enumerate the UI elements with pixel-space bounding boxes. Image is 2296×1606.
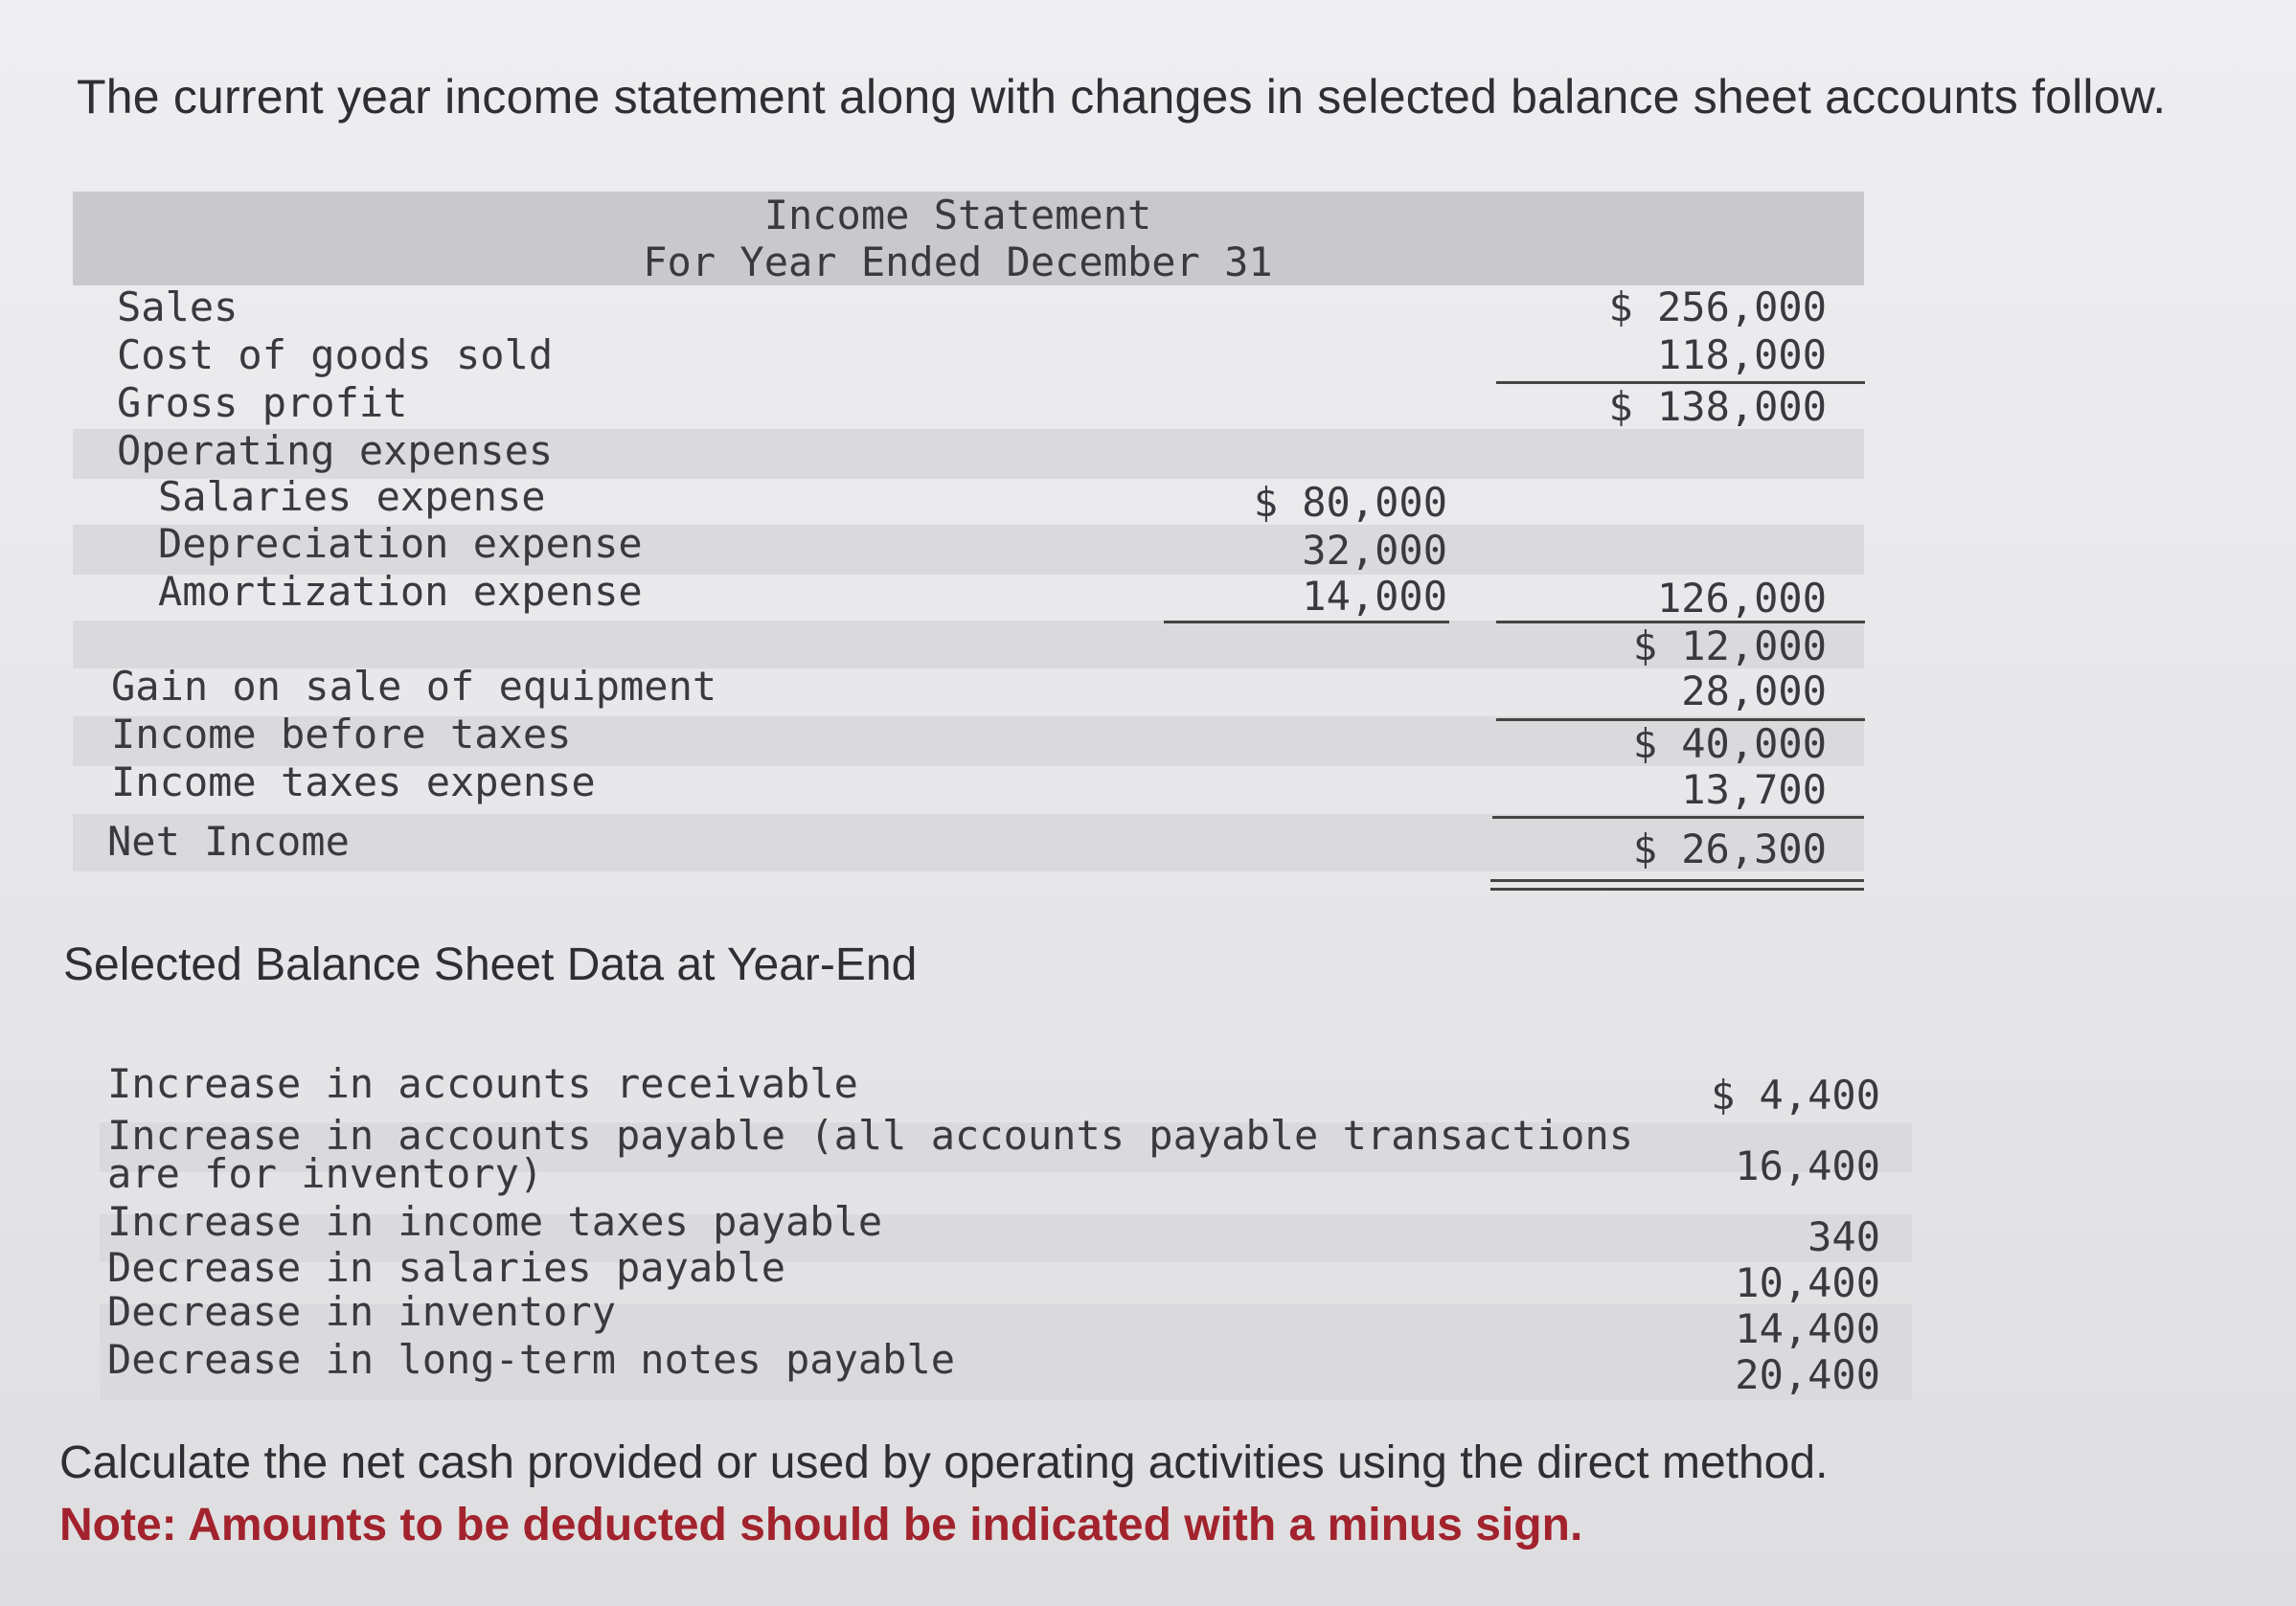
is-value-gross-profit: $ 138,000: [1608, 383, 1827, 430]
bs-label-salaries-payable: Decrease in salaries payable: [107, 1244, 786, 1291]
is-label-net-income: Net Income: [107, 818, 350, 865]
income-statement-title-line1: Income Statement: [763, 192, 1152, 238]
is-label-depreciation: Depreciation expense: [158, 520, 643, 567]
bs-value-salaries-payable: 10,400: [1735, 1259, 1880, 1306]
is-label-amortization: Amortization expense: [158, 568, 643, 615]
is-value-gain-on-sale: 28,000: [1681, 667, 1827, 714]
subtotal-rule: [1492, 816, 1864, 819]
income-statement-title-line2: For Year Ended December 31: [643, 238, 1273, 285]
bs-label-accounts-payable-cont: are for inventory): [107, 1150, 544, 1197]
is-label-salaries: Salaries expense: [158, 473, 546, 520]
bs-value-accounts-receivable: $ 4,400: [1710, 1072, 1880, 1119]
is-label-income-before-taxes: Income before taxes: [111, 711, 572, 758]
bs-label-long-term-notes: Decrease in long-term notes payable: [107, 1336, 956, 1383]
bs-label-inventory: Decrease in inventory: [107, 1288, 617, 1335]
note-text: Note: Amounts to be deducted should be indicated with a minus sign.: [59, 1500, 1583, 1550]
subtotal-rule: [1164, 621, 1449, 623]
bs-value-long-term-notes: 20,400: [1735, 1351, 1880, 1398]
is-value-cogs: 118,000: [1656, 331, 1827, 378]
balance-sheet-heading: Selected Balance Sheet Data at Year-End: [63, 939, 918, 990]
intro-text: The current year income statement along with changes in selected balance sheet accounts follow.: [77, 70, 2167, 124]
row-band: [73, 621, 1864, 668]
is-value-sales: $ 256,000: [1608, 283, 1827, 330]
is-label-income-taxes: Income taxes expense: [111, 758, 596, 805]
is-value-total-operating-expenses: 126,000: [1656, 575, 1827, 622]
bs-value-inventory: 14,400: [1735, 1305, 1880, 1352]
is-label-gross-profit: Gross profit: [117, 379, 408, 426]
bs-label-income-taxes-payable: Increase in income taxes payable: [107, 1198, 883, 1245]
question-text: Calculate the net cash provided or used by operating activities using the direct method.: [59, 1437, 1829, 1488]
is-label-cogs: Cost of goods sold: [117, 331, 554, 378]
is-value-income-taxes: 13,700: [1681, 766, 1827, 813]
double-rule-bottom: [1490, 888, 1864, 891]
is-label-operating-expenses: Operating expenses: [117, 427, 554, 474]
is-value-net-income: $ 26,300: [1632, 826, 1827, 872]
is-value-depreciation: 32,000: [1302, 527, 1447, 574]
income-statement-title: [632, 192, 1284, 285]
is-label-sales: Sales: [117, 283, 239, 330]
is-value-income-before-taxes: $ 40,000: [1632, 720, 1827, 767]
bs-value-income-taxes-payable: 340: [1807, 1213, 1880, 1260]
bs-value-accounts-payable: 16,400: [1735, 1142, 1880, 1189]
is-label-gain-on-sale: Gain on sale of equipment: [111, 663, 717, 710]
bs-label-accounts-receivable: Increase in accounts receivable: [107, 1060, 858, 1107]
is-value-amortization: 14,000: [1302, 573, 1447, 620]
double-rule-top: [1490, 879, 1864, 882]
is-value-operating-income: $ 12,000: [1632, 622, 1827, 669]
is-value-salaries: $ 80,000: [1253, 479, 1447, 526]
bs-label-accounts-payable: Increase in accounts payable (all accounts payable transactions: [107, 1112, 1634, 1159]
